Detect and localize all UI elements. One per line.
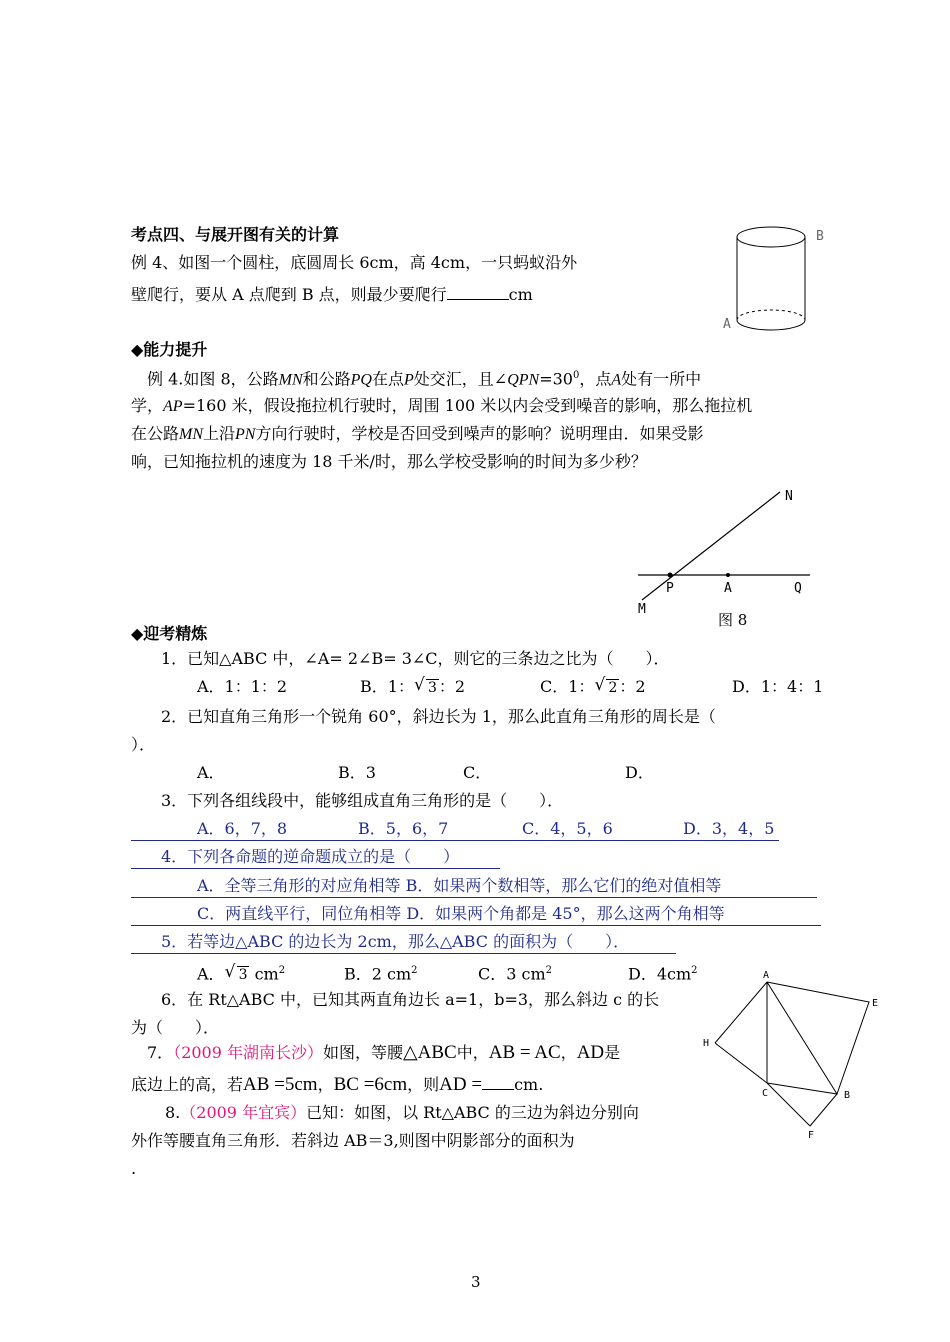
q3-option-d: D．3，4，5 <box>683 819 775 838</box>
text: D．4cm <box>628 964 692 984</box>
text: 5．若等边△ABC 的边长为 2cm，那么△ABC 的面积为（ ）． <box>161 932 630 951</box>
var-qpn: QPN <box>507 371 540 389</box>
q3-option-b: B．5，6，7 <box>358 819 449 838</box>
var-pq: PQ <box>350 371 372 389</box>
text: 已知：如图，以 Rt△ABC 的三边为斜边分别向 <box>306 1103 639 1122</box>
label-q: Q <box>794 581 802 596</box>
question-7-line1 <box>147 1043 620 1063</box>
label-a: A <box>723 317 731 332</box>
label-c: C <box>762 1088 769 1099</box>
square-sup: 2 <box>545 965 553 976</box>
question-7-line2 <box>131 1073 543 1095</box>
question-3: 3．下列各组线段中，能够组成直角三角形的是（ ）． <box>161 791 564 810</box>
label-m: M <box>638 602 646 617</box>
var-a: A <box>611 371 622 389</box>
text: 7． <box>147 1043 174 1062</box>
section-title: 考点四、与展开图有关的计算 <box>131 225 340 244</box>
text: ，则 <box>407 1075 440 1094</box>
math-ad: AD = <box>439 1074 483 1095</box>
text: cm <box>249 964 279 984</box>
text: ：2 <box>619 677 646 696</box>
sqrt-2 <box>594 678 619 698</box>
triangles-figure <box>700 968 885 1148</box>
math-ab: AB =5cm <box>243 1074 318 1095</box>
text: C．1： <box>540 677 595 696</box>
question-8-line1 <box>165 1103 639 1123</box>
text: 如图，等腰 <box>323 1043 404 1062</box>
question-1: 1．已知△ABC 中，∠A= 2∠B= 3∠C，则它的三条边之比为（ ）． <box>161 649 670 668</box>
cylinder-figure <box>715 218 835 338</box>
question-6-line2: 为（ ）． <box>131 1018 220 1037</box>
label-n: N <box>785 489 793 504</box>
text: 学， <box>131 396 164 415</box>
math-eq: AB = AC <box>488 1042 561 1063</box>
answer-blank <box>482 1073 514 1090</box>
ability-line1 <box>147 366 701 390</box>
q5-option-a <box>197 961 285 985</box>
q4-options-ab <box>131 876 817 898</box>
label-e: E <box>872 998 879 1009</box>
text: 4．下列各命题的逆命题成立的是（ ） <box>161 847 460 866</box>
text: 底边上的高，若 <box>131 1075 244 1094</box>
example-4-line2 <box>131 283 533 305</box>
text: 例 4.如图 8，公路 <box>147 369 279 389</box>
ability-line2 <box>131 396 752 417</box>
text: 上沿 <box>203 424 236 443</box>
text: ， <box>317 1075 334 1094</box>
question-4 <box>131 847 500 869</box>
figure-8 <box>630 480 830 630</box>
text: ：2 <box>438 677 466 696</box>
text: A．全等三角形的对应角相等 B．如果两个数相等，那么它们的绝对值相等 <box>197 876 722 895</box>
text: C．两直线平行，同位角相等 D．如果两个角都是 45°，那么这两个角相等 <box>197 904 725 923</box>
q1-option-d: D．1：4：1 <box>732 677 824 696</box>
ability-line4: 响，已知拖拉机的速度为 18 千米/时，那么学校受影响的时间为多少秒？ <box>131 452 647 471</box>
text: =30 <box>539 369 573 389</box>
square-sup: 2 <box>278 965 286 976</box>
q1-option-b <box>360 677 465 698</box>
q1-option-c <box>540 677 646 698</box>
q3-option-a: A．6，7，8 <box>197 819 288 838</box>
text: 处有一所中 <box>621 369 702 389</box>
square-sup: 2 <box>411 965 418 976</box>
text: 方向行驶时，学校是否回受到噪声的影响？说明理由．如果受影 <box>255 424 704 443</box>
question-8-line3: . <box>131 1159 137 1178</box>
radicand: 3 <box>427 680 437 696</box>
page-number: 3 <box>471 1273 481 1291</box>
math-bc: BC =6cm <box>333 1074 408 1095</box>
answer-blank <box>447 283 509 300</box>
text: 中， <box>456 1043 489 1062</box>
text: =160 米，假设拖拉机行驶时，周围 100 米以内会受到噪音的影响，那么拖拉机 <box>182 396 753 415</box>
q1-option-a: A．1：1：2 <box>197 677 288 696</box>
var-mn: MN <box>179 426 204 443</box>
text: 在点 <box>371 369 404 389</box>
text: B．2 cm <box>344 964 412 984</box>
var-p: P <box>403 371 414 389</box>
math-tri: △ABC <box>403 1042 457 1063</box>
q3-option-c: C．4，5，6 <box>522 819 613 838</box>
q5-option-c <box>478 961 552 984</box>
text: 处交汇，且∠ <box>413 369 508 389</box>
text: 8. <box>165 1103 181 1122</box>
q5-option-d <box>628 961 698 984</box>
label-p: P <box>666 581 674 596</box>
text: ， <box>560 1043 577 1062</box>
question-5 <box>131 932 676 954</box>
q4-options-cd <box>131 904 821 926</box>
var-ap: AP <box>163 398 183 415</box>
text: ，点 <box>579 369 612 389</box>
figure-8-caption: 图 8 <box>718 611 748 629</box>
source-tag: （2009 年湖南长沙） <box>173 1043 323 1062</box>
text: 和公路 <box>302 369 351 389</box>
label-h: H <box>703 1038 710 1049</box>
degree-sup: 0 <box>572 370 580 381</box>
q5-option-b <box>344 961 418 984</box>
label-b: B <box>844 1090 851 1101</box>
example-4-text: 壁爬行，要从 A 点爬到 B 点，则最少要爬行 <box>131 285 447 304</box>
sqrt-3 <box>225 965 250 985</box>
question-2-line1: 2．已知直角三角形一个锐角 60°，斜边长为 1，那么此直角三角形的周长是（ <box>161 707 716 726</box>
label-a: A <box>763 970 770 981</box>
example-4-unit: cm <box>508 285 533 304</box>
q2-option-a: A． <box>197 763 225 782</box>
label-a: A <box>724 581 732 596</box>
q2-option-d: D． <box>625 763 654 782</box>
var-pn: PN <box>235 426 256 443</box>
label-f: F <box>808 1130 815 1141</box>
question-6-line1: 6．在 Rt△ABC 中，已知其两直角边长 a=1，b=3，那么斜边 c 的长 <box>161 990 660 1009</box>
square-sup: 2 <box>691 965 698 976</box>
radicand: 3 <box>238 967 248 984</box>
text: C．3 cm <box>478 964 546 984</box>
radicand: 2 <box>608 680 618 696</box>
text: B．1： <box>360 677 414 696</box>
sqrt-3 <box>414 678 439 698</box>
text: cm. <box>514 1075 544 1094</box>
source-tag: （2009 年宜宾） <box>180 1103 307 1122</box>
label-b: B <box>816 229 824 244</box>
math-ad: AD <box>576 1042 605 1063</box>
var-mn: MN <box>278 371 303 389</box>
q2-option-c: C． <box>463 763 492 782</box>
q3-options-row <box>131 819 779 841</box>
question-2-line2: ）． <box>131 735 156 754</box>
text: 在公路 <box>131 424 180 443</box>
text: A． <box>197 964 225 984</box>
question-8-line2: 外作等腰直角三角形．若斜边 AB＝3,则图中阴影部分的面积为 <box>131 1131 575 1150</box>
practice-title: ◆迎考精炼 <box>131 624 208 643</box>
ability-line3 <box>131 424 704 445</box>
q2-option-b: B．3 <box>338 763 376 782</box>
example-4-line1: 例 4、如图一个圆柱，底圆周长 6cm，高 4cm，一只蚂蚁沿外 <box>131 253 578 272</box>
ability-title: ◆能力提升 <box>131 340 208 359</box>
text: 是 <box>604 1043 621 1062</box>
